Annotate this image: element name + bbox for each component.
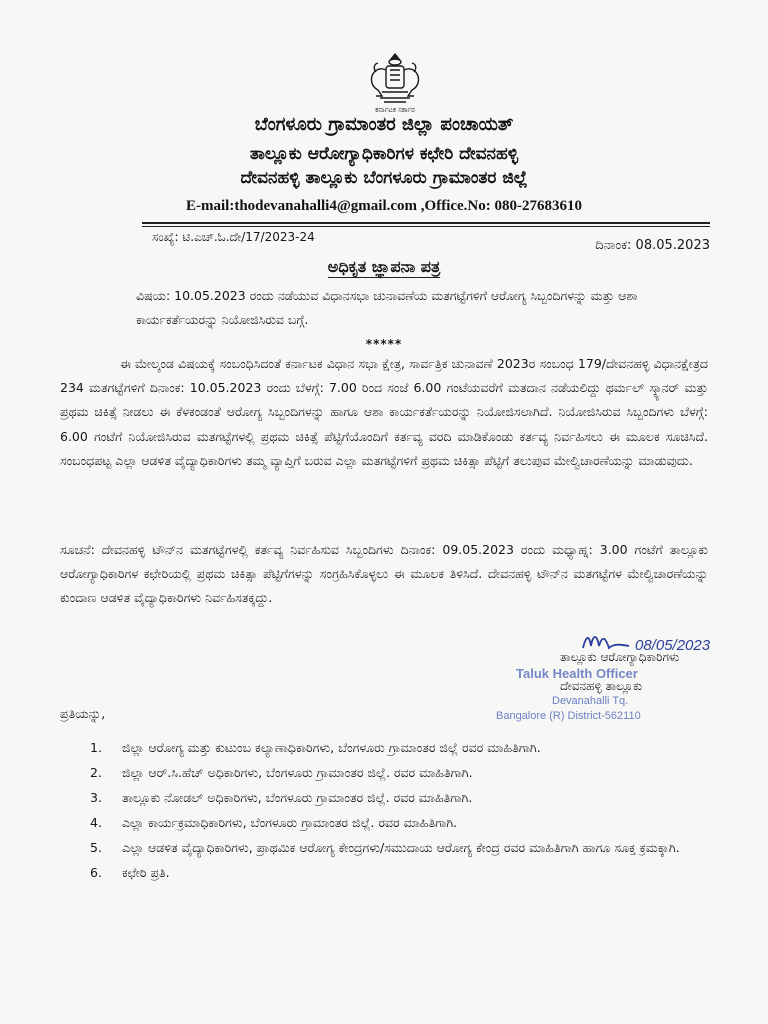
list-item-text: ತಾಲ್ಲೂಕು ನೋಡಲ್ ಅಧಿಕಾರಿಗಳು, ಬೆಂಗಳೂರು ಗ್ರಾಮಾಂತರ ಜಿಲ್ಲೆ. ರವರ ಮಾಹಿತಿಗಾಗಿ. [122, 790, 473, 805]
note-paragraph: ಸೂಚನೆ: ದೇವನಹಳ್ಳಿ ಟೌನ್‌ನ ಮತಗಟ್ಟೆಗಳಲ್ಲಿ ಕರ್ತವ್ಯ ನಿರ್ವಹಿಸುವ ಸಿಬ್ಬಂದಿಗಳು ದಿನಾಂಕ: 09.05.2023 ರಂದು ಮಧ್ಯಾಹ್ನ: 3.00 ಗಂಟೆಗೆ ತಾಲ್ಲೂಕು ಆರೋಗ್ಯಾಧಿಕಾರಿಗಳ ಕಛೇರಿಯಲ್ಲಿ ಪ್ರಥಮ ಚಿಕಿತ್ಸಾ ಪೆಟ್ಟಿಗೆಗಳನ್ನು ಸಂಗ್ರಹಿಸಿಕೊಳ್ಳಲು ಈ ಮೂಲಕ ತಿಳಿಸಿದೆ. ದೇವನಹಳ್ಳಿ ಟೌನ್‌ನ ಮತಗಟ್ಟೆಗಳ ಮೇಲ್ವಿಚಾರಣೆಯನ್ನು ಕುಂದಾಣ ಆಡಳಿತ ವೈದ್ಯಾಧಿಕಾರಿಗಳು ನಿರ್ವಹಿಸತಕ್ಕದ್ದು. [60, 542, 708, 606]
list-item-number: 2. [90, 765, 102, 780]
header-rule-top [142, 222, 710, 224]
copies-list [90, 736, 730, 886]
stamp-line1: Taluk Health Officer [516, 666, 638, 681]
header-rule-bottom [142, 226, 710, 227]
list-item-text: ಕಛೇರಿ ಪ್ರತಿ. [122, 865, 170, 880]
letter-date: ದಿನಾಂಕ: 08.05.2023 [595, 238, 710, 253]
separator-stars: ***** [365, 337, 403, 351]
list-item-text: ಜಿಲ್ಲಾ ಆರೋಗ್ಯ ಮತ್ತು ಕುಟುಂಬ ಕಲ್ಯಾಣಾಧಿಕಾರಿಗಳು, ಬೆಂಗಳೂರು ಗ್ರಾಮಾಂತರ ಜಿಲ್ಲೆ ರವರ ಮಾಹಿತಿಗಾಗಿ. [122, 740, 541, 755]
list-item [90, 786, 730, 809]
body-paragraph: ಈ ಮೇಲ್ಕಂಡ ವಿಷಯಕ್ಕೆ ಸಂಬಂಧಿಸಿದಂತೆ ಕರ್ನಾಟಕ ವಿಧಾನ ಸಭಾ ಕ್ಷೇತ್ರ, ಸಾರ್ವತ್ರಿಕ ಚುನಾವಣೆ 2023ರ ಸಂಬಂಧ 179/ದೇವನಹಳ್ಳಿ ವಿಧಾನಕ್ಷೇತ್ರದ 234 ಮತಗಟ್ಟೆಗಳಿಗೆ ದಿನಾಂಕ: 10.05.2023 ರಂದು ಬೆಳಗ್ಗೆ: 7.00 ರಿಂದ ಸಂಜೆ 6.00 ಗಂಟೆಯವರೆಗೆ ಮತದಾನ ನಡೆಯಲಿದ್ದು ಥರ್ಮಲ್ ಸ್ಕ್ಯಾನರ್ ಮತ್ತು ಪ್ರಥಮ ಚಿಕಿತ್ಸೆ ನೀಡಲು ಈ ಕೆಳಕಂಡಂತೆ ಆರೋಗ್ಯ ಸಿಬ್ಬಂದಿಗಳನ್ನು ಹಾಗೂ ಆಶಾ ಕಾರ್ಯಕರ್ತೆಯರನ್ನು ನಿಯೋಜಿಸಲಾಗಿದೆ. ನಿಯೋಜಿಸಿರುವ ಸಿಬ್ಬಂದಿಗಳು ಬೆಳಗ್ಗೆ: 6.00 ಗಂಟೆಗೆ ನಿಯೋಜಿಸಿರುವ ಮತಗಟ್ಟೆಗಳಲ್ಲಿ ಪ್ರಥಮ ಚಿಕಿತ್ಸೆ ಪೆಟ್ಟಿಗೆಯೊಂದಿಗೆ ಕರ್ತವ್ಯ ವರದಿ ಮಾಡಿಕೊಂಡು ಕರ್ತವ್ಯ ನಿರ್ವಹಿಸಲು ಈ ಮೂಲಕ ಸೂಚಿಸಿದೆ. ಸಂಬಂಧಪಟ್ಟ ಎಲ್ಲಾ ಆಡಳಿತ ವೈದ್ಯಾಧಿಕಾರಿಗಳು ತಮ್ಮ ವ್ಯಾಪ್ತಿಗೆ ಬರುವ ಎಲ್ಲಾ ಮತಗಟ್ಟೆಗಳಿಗೆ ಪ್ರಥಮ ಚಿಕಿತ್ಸಾ ಪೆಟ್ಟಿಗೆ ತಲುಪುವ ಮೇಲ್ವಿಚಾರಣೆಯನ್ನು ಮಾಡುವುದು. [60, 356, 708, 468]
office-heading-line1: ಬೆಂಗಳೂರು ಗ್ರಾಮಾಂತರ ಜಿಲ್ಲಾ ಪಂಚಾಯತ್ [254, 114, 514, 135]
signatory-place: ದೇವನಹಳ್ಳಿ ತಾಲ್ಲೂಕು [560, 679, 643, 693]
emblem-icon [360, 48, 430, 108]
list-item-number: 4. [90, 815, 102, 830]
subject-line: ವಿಷಯ: 10.05.2023 ರಂದು ನಡೆಯುವ ವಿಧಾನಸಭಾ ಚುನಾವಣೆಯ ಮತಗಟ್ಟೆಗಳಿಗೆ ಆರೋಗ್ಯ ಸಿಬ್ಬಂದಿಗಳನ್ನು ಮತ್ತು ಆಶಾ ಕಾರ್ಯಕರ್ತೆಯರನ್ನು ನಿಯೋಜಿಸಿರುವ ಬಗ್ಗೆ. [136, 288, 638, 327]
office-heading-line3: ದೇವನಹಳ್ಳಿ ತಾಲ್ಲೂಕು ಬೆಂಗಳೂರು ಗ್ರಾಮಾಂತರ ಜಿಲ್ಲೆ [240, 168, 528, 188]
list-item-text: ಎಲ್ಲಾ ಕಾರ್ಯಕ್ರಮಾಧಿಕಾರಿಗಳು, ಬೆಂಗಳೂರು ಗ್ರಾಮಾಂತರ ಜಿಲ್ಲೆ. ರವರ ಮಾಹಿತಿಗಾಗಿ. [122, 815, 458, 830]
list-item [90, 736, 730, 759]
list-item-number: 5. [90, 840, 102, 855]
emblem-caption: ಕರ್ನಾಟಕ ಸರ್ಕಾರ [375, 106, 415, 114]
office-heading-line2: ತಾಲ್ಲೂಕು ಆರೋಗ್ಯಾಧಿಕಾರಿಗಳ ಕಛೇರಿ ದೇವನಹಳ್ಳಿ [249, 144, 519, 164]
list-item-number: 1. [90, 740, 102, 755]
list-item-text: ಎಲ್ಲಾ ಆಡಳಿತ ವೈದ್ಯಾಧಿಕಾರಿಗಳು, ಪ್ರಾಥಮಿಕ ಆರೋಗ್ಯ ಕೇಂದ್ರಗಳು/ಸಮುದಾಯ ಆರೋಗ್ಯ ಕೇಂದ್ರ ರವರ ಮಾಹಿತಿಗಾಗಿ ಹಾಗೂ ಸೂಕ್ತ ಕ್ರಮಕ್ಕಾಗಿ. [122, 840, 680, 855]
stamp-line3: Bangalore (R) District-562110 [496, 710, 641, 722]
document-title [0, 257, 768, 277]
contact-line: E-mail:thodevanahalli4@gmail.com ,Office.No: 080-27683610 [186, 198, 582, 214]
list-item-number: 6. [90, 865, 102, 880]
document-title-text: ಅಧಿಕೃತ ಜ್ಞಾಪನಾ ಪತ್ರ [327, 257, 441, 276]
government-emblem [360, 48, 430, 108]
list-item [90, 861, 730, 884]
list-item-text: ಜಿಲ್ಲಾ ಆರ್.ಸಿ.ಹೆಚ್ ಅಧಿಕಾರಿಗಳು, ಬೆಂಗಳೂರು ಗ್ರಾಮಾಂತರ ಜಿಲ್ಲೆ. ರವರ ಮಾಹಿತಿಗಾಗಿ. [122, 765, 473, 780]
reference-number: ಸಂಖ್ಯೆ: ಟಿ.ಎಚ್.ಓ.ದೇ/17/2023-24 [152, 230, 315, 244]
list-item [90, 836, 730, 859]
list-item [90, 811, 730, 834]
stamp-line2: Devanahalli Tq. [552, 695, 629, 707]
copies-label: ಪ್ರತಿಯನ್ನು, [60, 706, 106, 721]
list-item-number: 3. [90, 790, 102, 805]
signature-date: 08/05/2023 [635, 637, 711, 654]
list-item [90, 761, 730, 784]
signatory-designation: ತಾಲ್ಲೂಕು ಆರೋಗ್ಯಾಧಿಕಾರಿಗಳು [560, 650, 680, 664]
